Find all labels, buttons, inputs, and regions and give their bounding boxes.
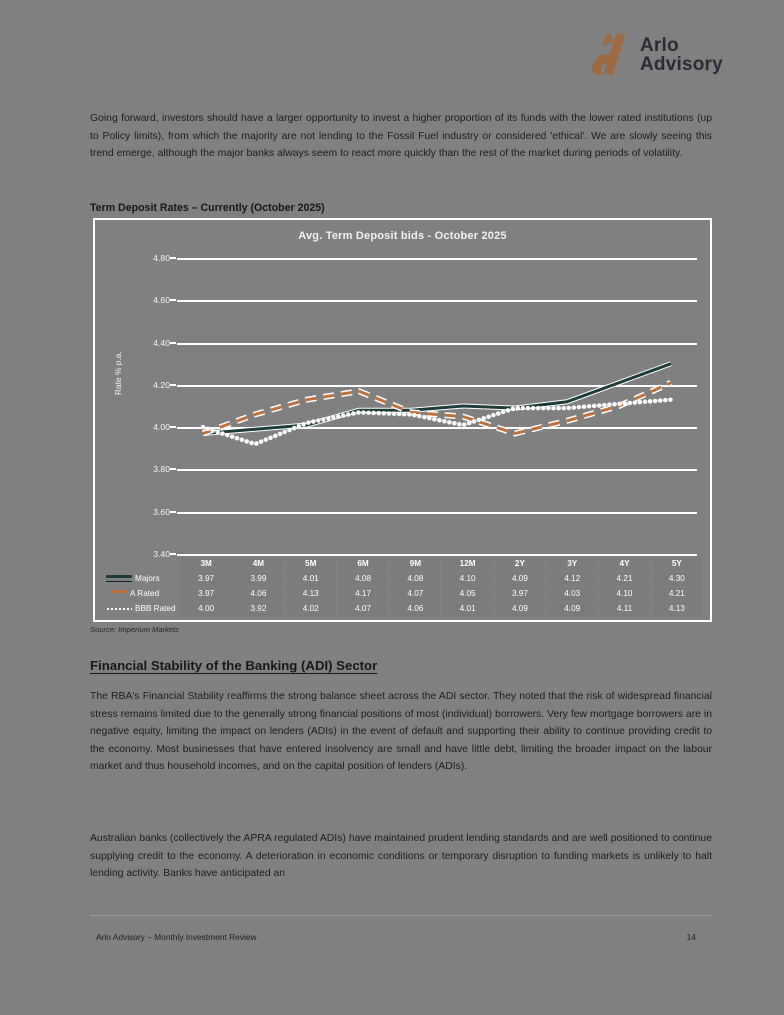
table-column-header: 12M [442, 557, 492, 571]
table-column-header: 4Y [599, 557, 649, 571]
table-cell: 4.12 [547, 572, 597, 586]
table-column-header: 9M [390, 557, 440, 571]
table-cell: 4.03 [547, 587, 597, 601]
brand-name-line1: Arlo [640, 34, 679, 56]
footer-text: Arlo Advisory – Monthly Investment Review [96, 932, 257, 942]
legend-label: Majors [135, 574, 160, 583]
table-column-header: 5M [286, 557, 336, 571]
table-column-header: 3Y [547, 557, 597, 571]
table-cell: 4.11 [599, 602, 649, 616]
body-paragraph-2: The RBA's Financial Stability reaffirms the strong balance sheet across the ADI sector. They noted that the risk of widespread financial stress remains limited due to the generally strong financial positions of most (individual) borrowers. Very few mortgage borrowers are in negative equity, limiting the impact on lenders (ADIs) in the event of default and supporting their ability to continue providing credit to the economy. Most businesses that have entered insolvency are small and have little debt, limiting the broader impact on the labour market and thus household incomes, and on the capital position of lenders (ADIs). [90, 691, 712, 772]
chart-source-note: Source: Imperium Markets [90, 625, 180, 634]
chart-y-tick-label: 3.60 [153, 506, 170, 517]
chart-y-tick-mark [170, 299, 176, 301]
table-cell: 4.00 [181, 602, 231, 616]
chart-series-outline [203, 364, 671, 434]
table-column-header: 2Y [495, 557, 545, 571]
table-cell: 4.10 [442, 572, 492, 586]
table-row [105, 572, 702, 586]
table-cell: 4.10 [599, 587, 649, 601]
table-cell: 4.08 [338, 572, 388, 586]
chart-series-line [203, 364, 671, 434]
table-column-header: 6M [338, 557, 388, 571]
arlo-logo-icon [580, 29, 632, 81]
table-header-row [105, 557, 702, 571]
table-cell: 4.21 [652, 587, 702, 601]
chart-y-tick-label: 3.80 [153, 464, 170, 475]
chart-y-tick-label: 4.60 [153, 295, 170, 306]
table-cell: 4.08 [390, 572, 440, 586]
table-cell: 4.09 [547, 602, 597, 616]
chart-plot-area [153, 253, 697, 559]
intro-paragraph: Going forward, investors should have a larger opportunity to invest a higher proportion of its funds with the lower rated institutions (up to Policy limits), from which the majority are not lending to the Fossil Fuel industry or considered 'ethical'. We are slowly seeing this trend emerge, although the major banks always seem to react more quickly than the rest of the market during periods of volatility. [90, 113, 712, 159]
table-column-header: 5Y [652, 557, 702, 571]
chart-series-layer [177, 258, 697, 554]
chart-y-tick-mark [170, 257, 176, 259]
body-paragraph-3: Australian banks (collectively the APRA regulated ADIs) have maintained prudent lending standards and are well positioned to continue supplying credit to the economy. A deterioration in economic conditions or temporary disruption to funding markets is unlikely to halt lending activity. Banks have anticipated an [90, 833, 712, 879]
legend-entry [105, 587, 179, 601]
chart-title: Avg. Term Deposit bids - October 2025 [298, 230, 507, 242]
brand-logo [580, 24, 723, 86]
table-cell: 4.21 [599, 572, 649, 586]
table-cell: 3.99 [233, 572, 283, 586]
chart-y-axis-label: Rate % p.a. [113, 351, 123, 395]
table-cell: 4.07 [338, 602, 388, 616]
table-cell: 4.05 [442, 587, 492, 601]
chart-y-tick-label: 4.00 [153, 422, 170, 433]
term-deposit-chart [93, 218, 712, 622]
table-cell: 3.97 [181, 587, 231, 601]
legend-entry [105, 602, 179, 616]
table-cell: 4.09 [495, 602, 545, 616]
chart-y-tick-label: 4.20 [153, 379, 170, 390]
brand-wordmark [640, 36, 723, 75]
table-cell: 3.97 [495, 587, 545, 601]
table-column-header: 4M [233, 557, 283, 571]
chart-y-tick-mark [170, 342, 176, 344]
table-cell: 4.02 [286, 602, 336, 616]
table-cell: 4.30 [652, 572, 702, 586]
chart-data-table [103, 556, 704, 617]
chart-y-tick-label: 3.40 [153, 549, 170, 559]
table-cell: 4.17 [338, 587, 388, 601]
table-row [105, 587, 702, 601]
legend-entry [105, 572, 179, 586]
table-cell: 3.97 [181, 572, 231, 586]
table-cell: 4.06 [233, 587, 283, 601]
table-cell: 4.13 [652, 602, 702, 616]
table-cell: 4.13 [286, 587, 336, 601]
table-cell: 4.09 [495, 572, 545, 586]
table-cell: 3.92 [233, 602, 283, 616]
footer-page-number: 14 [686, 932, 696, 942]
brand-name-line2: Advisory [640, 54, 723, 75]
table-cell: 4.01 [442, 602, 492, 616]
chart-section-heading: Term Deposit Rates – Currently (October 2025) [90, 202, 325, 214]
chart-y-tick-mark [170, 511, 176, 513]
chart-y-tick-label: 4.40 [153, 337, 170, 348]
table-column-header: 3M [181, 557, 231, 571]
table-cell: 4.07 [390, 587, 440, 601]
legend-swatch-icon [106, 575, 132, 582]
table-cell: 4.01 [286, 572, 336, 586]
chart-y-tick-mark [170, 384, 176, 386]
chart-y-tick-mark [170, 553, 176, 555]
legend-label: A Rated [130, 589, 160, 598]
table-cell: 4.06 [390, 602, 440, 616]
section-heading-financial-stability: Financial Stability of the Banking (ADI) Sector [90, 658, 378, 673]
chart-y-tick-mark [170, 468, 176, 470]
legend-swatch-icon [106, 605, 132, 612]
legend-swatch-icon [111, 590, 127, 597]
legend-label: BBB Rated [135, 604, 176, 613]
chart-y-tick-label: 4.80 [153, 253, 170, 263]
chart-y-tick-mark [170, 426, 176, 428]
footer-divider [90, 915, 712, 916]
table-row [105, 602, 702, 616]
table-corner-cell [105, 557, 179, 571]
